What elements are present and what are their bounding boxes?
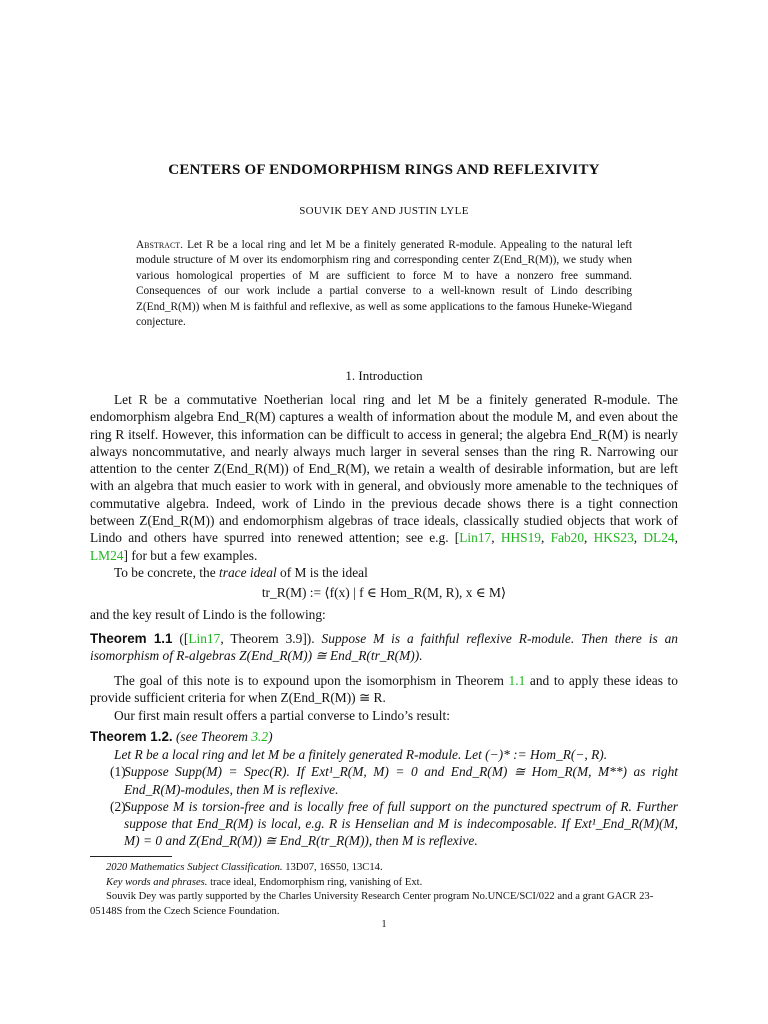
intro-tail: for but a few examples. xyxy=(131,547,258,563)
citation-link[interactable]: DL24 xyxy=(643,530,675,546)
first-result: Our first main result offers a partial converse to Lindo’s result: xyxy=(114,708,450,723)
abstract xyxy=(136,238,632,330)
theorem-1-1-label: Theorem 1.1 xyxy=(90,631,173,646)
goal-text-end: and to apply these ideas to provide sufficient criteria for when Z(End_R(M)) ≅ R. xyxy=(90,673,678,706)
trace-intro-text: To be concrete, the xyxy=(114,565,216,580)
citation-link[interactable]: LM24 xyxy=(90,547,124,563)
cite-detail: Theorem 3.9 xyxy=(230,631,303,646)
citation-link[interactable]: Lin17 xyxy=(459,530,492,546)
theorem-1-2 xyxy=(90,728,678,745)
see-text: (see Theorem xyxy=(175,729,248,744)
theorem-1-2-see xyxy=(176,729,273,744)
item-number: (1) xyxy=(110,764,126,780)
footnote-keywords xyxy=(106,875,694,890)
section-heading: 1. Introduction xyxy=(345,368,423,383)
citation-list: [Lin17, HHS19, Fab20, HKS23, DL24, LM24] xyxy=(90,530,678,563)
citation-link[interactable]: HKS23 xyxy=(593,530,634,546)
page-number: 1 xyxy=(381,919,387,930)
footnote-funding: Souvik Dey was partly supported by the Charles University Research Center program No.UNCE/SCI/022 and a grant GACR 23-05148S from the Czech Science Foundation. xyxy=(90,891,654,918)
abstract-text: Let R be a local ring and let M be a finitely generated R-module. Appealing to the natural left module structure of M over its endomorphism ring and corresponding center Z(End_R(M)), we study when various homological properties of M are sufficient to force M to have a nonzero free summand. Consequences of our work include a partial converse to a well-known result of Lindo describing Z(End_R(M)) when M is faithful and reflexive, as well as some applications to the famous Huneke-Wiegand conjecture. xyxy=(136,239,632,329)
citation-link[interactable]: Fab20 xyxy=(550,530,585,546)
trace-intro-text-end: of M is the ideal xyxy=(280,565,368,580)
theorem-ref-link[interactable]: 3.2 xyxy=(251,729,269,744)
theorem-1-2-label: Theorem 1.2. xyxy=(90,729,173,744)
goal-paragraph xyxy=(90,672,678,707)
theorem-1-2-lead: Let R be a local ring and let M be a finitely generated R-module. Let (−)* := Hom_R(−, R). xyxy=(114,747,608,762)
abstract-label: Abstract. xyxy=(136,239,183,251)
theorem-item xyxy=(90,798,678,850)
msc-codes: 13D07, 16S50, 13C14. xyxy=(285,862,383,873)
item-number: (2) xyxy=(110,798,126,814)
msc-label: 2020 Mathematics Subject Classification. xyxy=(106,862,283,873)
theorem-ref-link[interactable]: 1.1 xyxy=(508,673,526,688)
trace-intro xyxy=(114,564,678,581)
item-text: Suppose Supp(M) = Spec(R). If Ext¹_R(M, M) = 0 and End_R(M) ≅ Hom_R(M, M**) as right End_R(M)-modules, then M is reflexive. xyxy=(124,764,678,797)
intro-paragraph xyxy=(90,391,678,564)
citation-link[interactable]: Lin17 xyxy=(188,631,221,646)
theorem-1-1-cite: ([Lin17, Theorem 3.9]). xyxy=(179,631,315,646)
theorem-1-1-statement: Suppose M is a faithful reflexive R-module. Then there is an isomorphism of R-algebras Z(End_R(M)) ≅ End_R(tr_R(M)). xyxy=(90,631,678,664)
theorem-1-2-body xyxy=(90,746,678,850)
footnote-msc xyxy=(106,860,694,875)
goal-text: The goal of this note is to expound upon the isomorphism in Theorem xyxy=(114,673,504,688)
keywords-label: Key words and phrases. xyxy=(106,877,208,888)
see-close: ) xyxy=(268,729,273,744)
citation-link[interactable]: HHS19 xyxy=(500,530,541,546)
item-text: Suppose M is torsion-free and is locally free of full support on the punctured spectrum of R. Further suppose that End_R(M) is local, e.g. R is Henselian and M is indecomposable. If Ext¹_End_R(M)(M, M) = 0 and Z(End_R(M)) ≅ End_R(tr_R(M)), then M is reflexive. xyxy=(124,798,678,849)
trace-term: trace ideal xyxy=(219,565,277,580)
paper-title: CENTERS OF ENDOMORPHISM RINGS AND REFLEXIVITY xyxy=(168,162,600,178)
intro-text: Let R be a commutative Noetherian local ring and let M be a finitely generated R-module. The endomorphism algebra End_R(M) captures a wealth of information about the module M, and even about the ring R itself. However, this information can be difficult to access in general; the algebra End_R(M) is nearly always noncommutative, and nearly always much larger in several senses than the ring R. Narrowing our attention to the center Z(End_R(M)) of End_R(M), we retain a wealth of desirable information, but are left with an algebra that much easier to work with in general, and obviously more amenable to the techniques of commutative algebra. Indeed, work of Lindo in the previous decade shows there is a tight connection between Z(End_R(M)) and endomorphism algebras of trace ideals, classically studied objects that work of Lindo and others have spurred into renewed attention; see e.g. xyxy=(90,392,678,546)
lindo-line: and the key result of Lindo is the following: xyxy=(90,607,326,622)
trace-formula: tr_R(M) := ⟨f(x) | f ∈ Hom_R(M, R), x ∈ M⟩ xyxy=(261,585,507,600)
keywords-text: trace ideal, Endomorphism ring, vanishing of Ext. xyxy=(210,877,423,888)
paper-authors: SOUVIK DEY AND JUSTIN LYLE xyxy=(299,205,469,217)
theorem-1-1 xyxy=(90,630,678,665)
footnote-rule xyxy=(90,856,172,857)
theorem-item xyxy=(90,763,678,798)
